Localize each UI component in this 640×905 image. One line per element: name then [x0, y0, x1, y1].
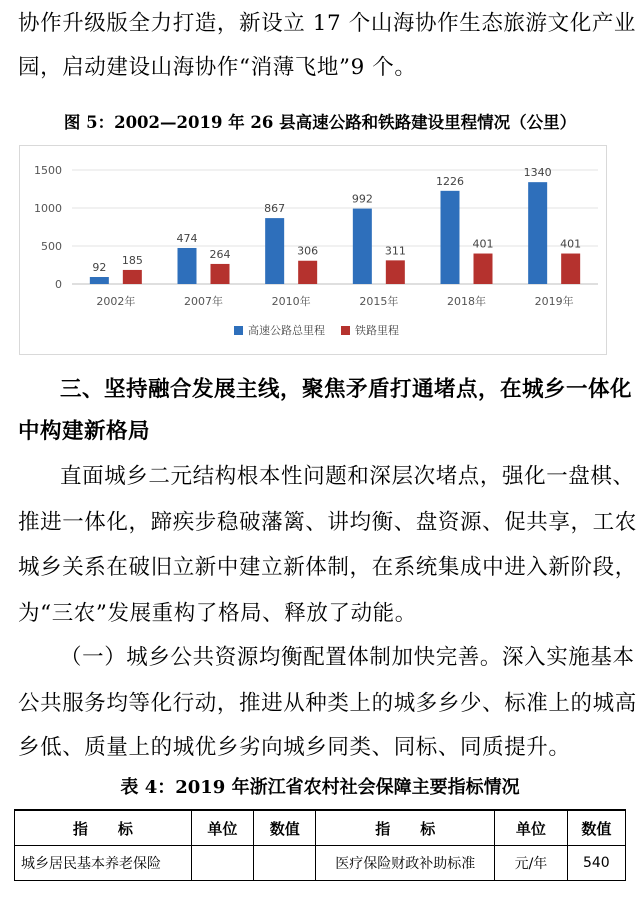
table-header-unit-2: 单位	[495, 810, 568, 846]
y-tick-label: 500	[41, 240, 62, 253]
bar-railway	[561, 254, 580, 284]
bar-railway	[386, 260, 405, 284]
intro-line-1: 协作升级版全力打造，新设立 17 个山海协作生态旅游文化产业	[18, 11, 637, 36]
table-header-value: 数值	[254, 810, 316, 846]
data-label: 92	[92, 261, 107, 275]
data-label: 401	[472, 237, 494, 251]
data-label: 311	[384, 244, 406, 258]
bar-highway	[178, 248, 197, 284]
bar-highway	[90, 277, 109, 284]
data-label: 401	[560, 237, 582, 251]
x-tick-label: 2018年	[447, 295, 486, 308]
indicator-table	[14, 809, 626, 881]
y-tick-label: 1500	[34, 164, 62, 177]
bar-highway	[265, 218, 284, 284]
table-cell	[191, 846, 253, 881]
table-header-unit: 单位	[191, 810, 253, 846]
section-heading-line-1: 三、坚持融合发展主线，聚焦矛盾打通堵点，在城乡一体化	[60, 377, 633, 402]
section-para-line-1: 直面城乡二元结构根本性问题和深层次堵点，强化一盘棋、	[60, 464, 635, 489]
data-label: 1226	[436, 174, 464, 188]
table-header-value-2: 数值	[567, 810, 625, 846]
bar-railway	[474, 254, 493, 284]
section-para-line-2: 推进一体化，蹄疾步稳破藩篱、讲均衡、盘资源、促共享，工农	[18, 510, 637, 535]
table-caption: 表 4：2019 年浙江省农村社会保障主要指标情况	[120, 777, 520, 798]
y-tick-label: 0	[55, 278, 62, 291]
x-tick-label: 2019年	[534, 295, 574, 308]
data-label: 474	[176, 231, 198, 245]
data-label: 992	[351, 192, 373, 206]
section-para-line-3: 城乡关系在破旧立新中建立新体制，在系统集成中进入新阶段，	[18, 555, 637, 580]
legend-label-railway: 铁路里程	[355, 324, 399, 337]
data-label: 185	[121, 253, 143, 267]
bar-highway	[441, 191, 460, 284]
subsection-line-2: 公共服务均等化行动，推进从种类上的城多乡少、标准上的城高	[18, 691, 637, 716]
data-label: 306	[297, 244, 319, 258]
x-tick-label: 2015年	[359, 295, 399, 308]
figure-caption: 图 5：2002—2019 年 26 县高速公路和铁路建设里程情况（公里）	[63, 113, 577, 132]
table-cell: 城乡居民基本养老保险	[15, 846, 192, 881]
table-header-row	[15, 810, 626, 846]
x-tick-label: 2002年	[96, 295, 136, 308]
x-tick-label: 2010年	[271, 295, 311, 308]
legend-swatch-railway	[341, 326, 350, 335]
bar-chart	[19, 145, 607, 355]
data-label: 264	[209, 247, 231, 261]
table-cell: 医疗保险财政补助标准	[316, 846, 495, 881]
bar-railway	[298, 261, 317, 284]
table-cell: 元/年	[495, 846, 568, 881]
bar-highway	[353, 209, 372, 284]
bar-railway	[123, 270, 142, 284]
table-row	[15, 846, 626, 881]
section-para-line-4: 为“三农”发展重构了格局、释放了动能。	[18, 601, 417, 626]
data-label: 867	[264, 202, 286, 216]
x-tick-label: 2007年	[184, 295, 223, 308]
table-cell	[254, 846, 316, 881]
subsection-line-1: （一）城乡公共资源均衡配置体制加快完善。深入实施基本	[60, 645, 635, 670]
bar-highway	[528, 182, 547, 284]
chart-legend	[234, 322, 399, 338]
legend-swatch-highway	[234, 326, 243, 335]
table-cell: 540	[567, 846, 625, 881]
table-header-indicator: 指 标	[15, 810, 192, 846]
data-label: 1340	[523, 166, 552, 180]
table-header-indicator-2: 指 标	[316, 810, 495, 846]
section-heading-line-2: 中构建新格局	[18, 419, 151, 444]
subsection-line-3: 乡低、质量上的城优乡劣向城乡同类、同标、同质提升。	[18, 735, 571, 760]
y-tick-label: 1000	[34, 202, 62, 215]
legend-label-highway: 高速公路总里程	[248, 324, 325, 337]
bar-railway	[211, 264, 230, 284]
intro-line-2: 园，启动建设山海协作“消薄飞地”9 个。	[18, 55, 417, 80]
